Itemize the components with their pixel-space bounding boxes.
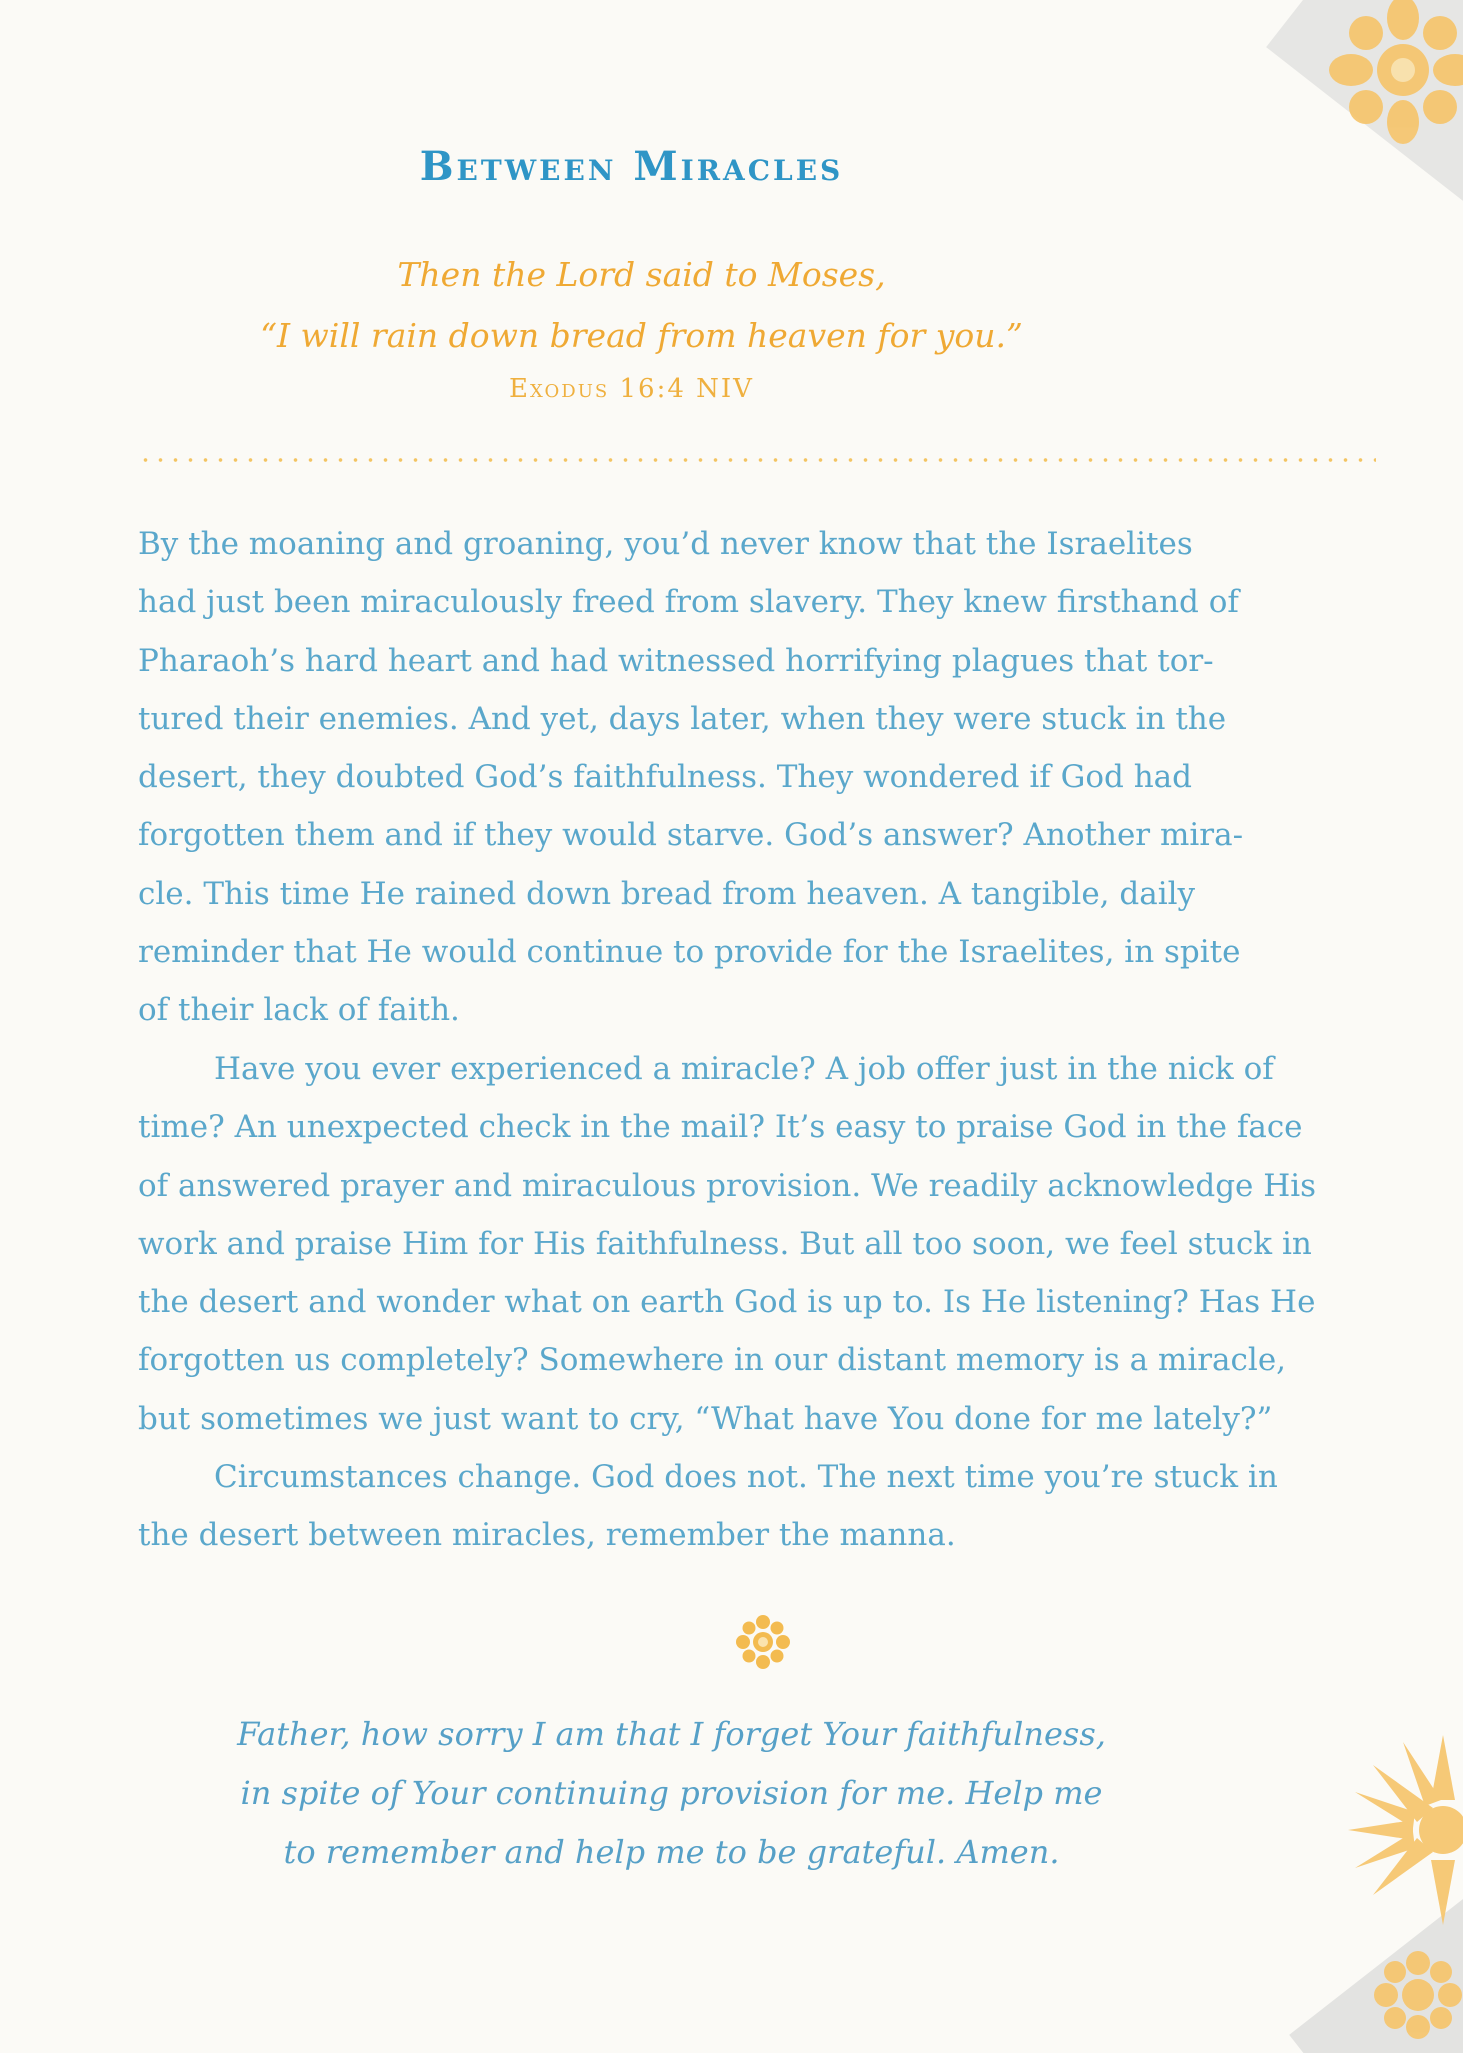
- text-line: time? An unexpected check in the mail? It’s easy to praise God in the face: [138, 1109, 1303, 1146]
- sun-flower-ornament-icon: [733, 1612, 793, 1672]
- text-line: but sometimes we just want to cry, “What have You done for me lately?”: [138, 1400, 1273, 1437]
- text-line: the desert and wonder what on earth God is up to. Is He listening? Has He: [138, 1284, 1316, 1321]
- text-line: work and praise Him for His faithfulness. But all too soon, we feel stuck in: [138, 1225, 1312, 1262]
- text-line: Have you ever experienced a miracle? A job offer just in the nick of: [214, 1051, 1274, 1087]
- text-line: of answered prayer and miraculous provision. We readily acknowledge His: [138, 1167, 1317, 1204]
- corner-flower-icon: [1323, 1720, 1463, 2050]
- dotted-divider: [138, 458, 1376, 462]
- text-line: the desert between miracles, remember the manna.: [138, 1517, 956, 1554]
- paragraph: [138, 1040, 1380, 1448]
- text-line: cle. This time He rained down bread from heaven. A tangible, daily: [138, 875, 1196, 912]
- text-line: reminder that He would continue to provide for the Israelites, in spite: [138, 934, 1241, 971]
- text-line: forgotten them and if they would starve. God’s answer? Another mira-: [138, 817, 1244, 854]
- paragraph: [138, 1448, 1380, 1565]
- epigraph-line: “I will rain down bread from heaven for you.”: [260, 316, 1023, 355]
- prayer-line: Father, how sorry I am that I forget Your faithfulness,: [237, 1715, 1106, 1753]
- scripture-citation: Exodus 16:4 NIV: [509, 374, 754, 404]
- prayer-line: in spite of Your continuing provision for me. Help me: [240, 1774, 1103, 1812]
- epigraph-line: Then the Lord said to Moses,: [397, 255, 886, 294]
- text-line: tured their enemies. And yet, days later, when they were stuck in the: [138, 700, 1227, 737]
- page-title: Between Miracles: [419, 143, 844, 190]
- text-line: desert, they doubted God’s faithfulness. They wondered if God had: [138, 759, 1192, 796]
- text-line: Pharaoh’s hard heart and had witnessed horrifying plagues that tor-: [138, 642, 1214, 679]
- text-line: forgotten us completely? Somewhere in our distant memory is a miracle,: [138, 1342, 1287, 1379]
- paragraph: [138, 515, 1380, 1040]
- text-line: had just been miraculously freed from slavery. They knew firsthand of: [138, 584, 1239, 621]
- text-line: of their lack of faith.: [138, 992, 460, 1029]
- prayer-line: to remember and help me to be grateful. Amen.: [283, 1833, 1060, 1871]
- text-line: Circumstances change. God does not. The next time you’re stuck in: [214, 1459, 1278, 1495]
- text-line: By the moaning and groaning, you’d never know that the Israelites: [138, 526, 1193, 562]
